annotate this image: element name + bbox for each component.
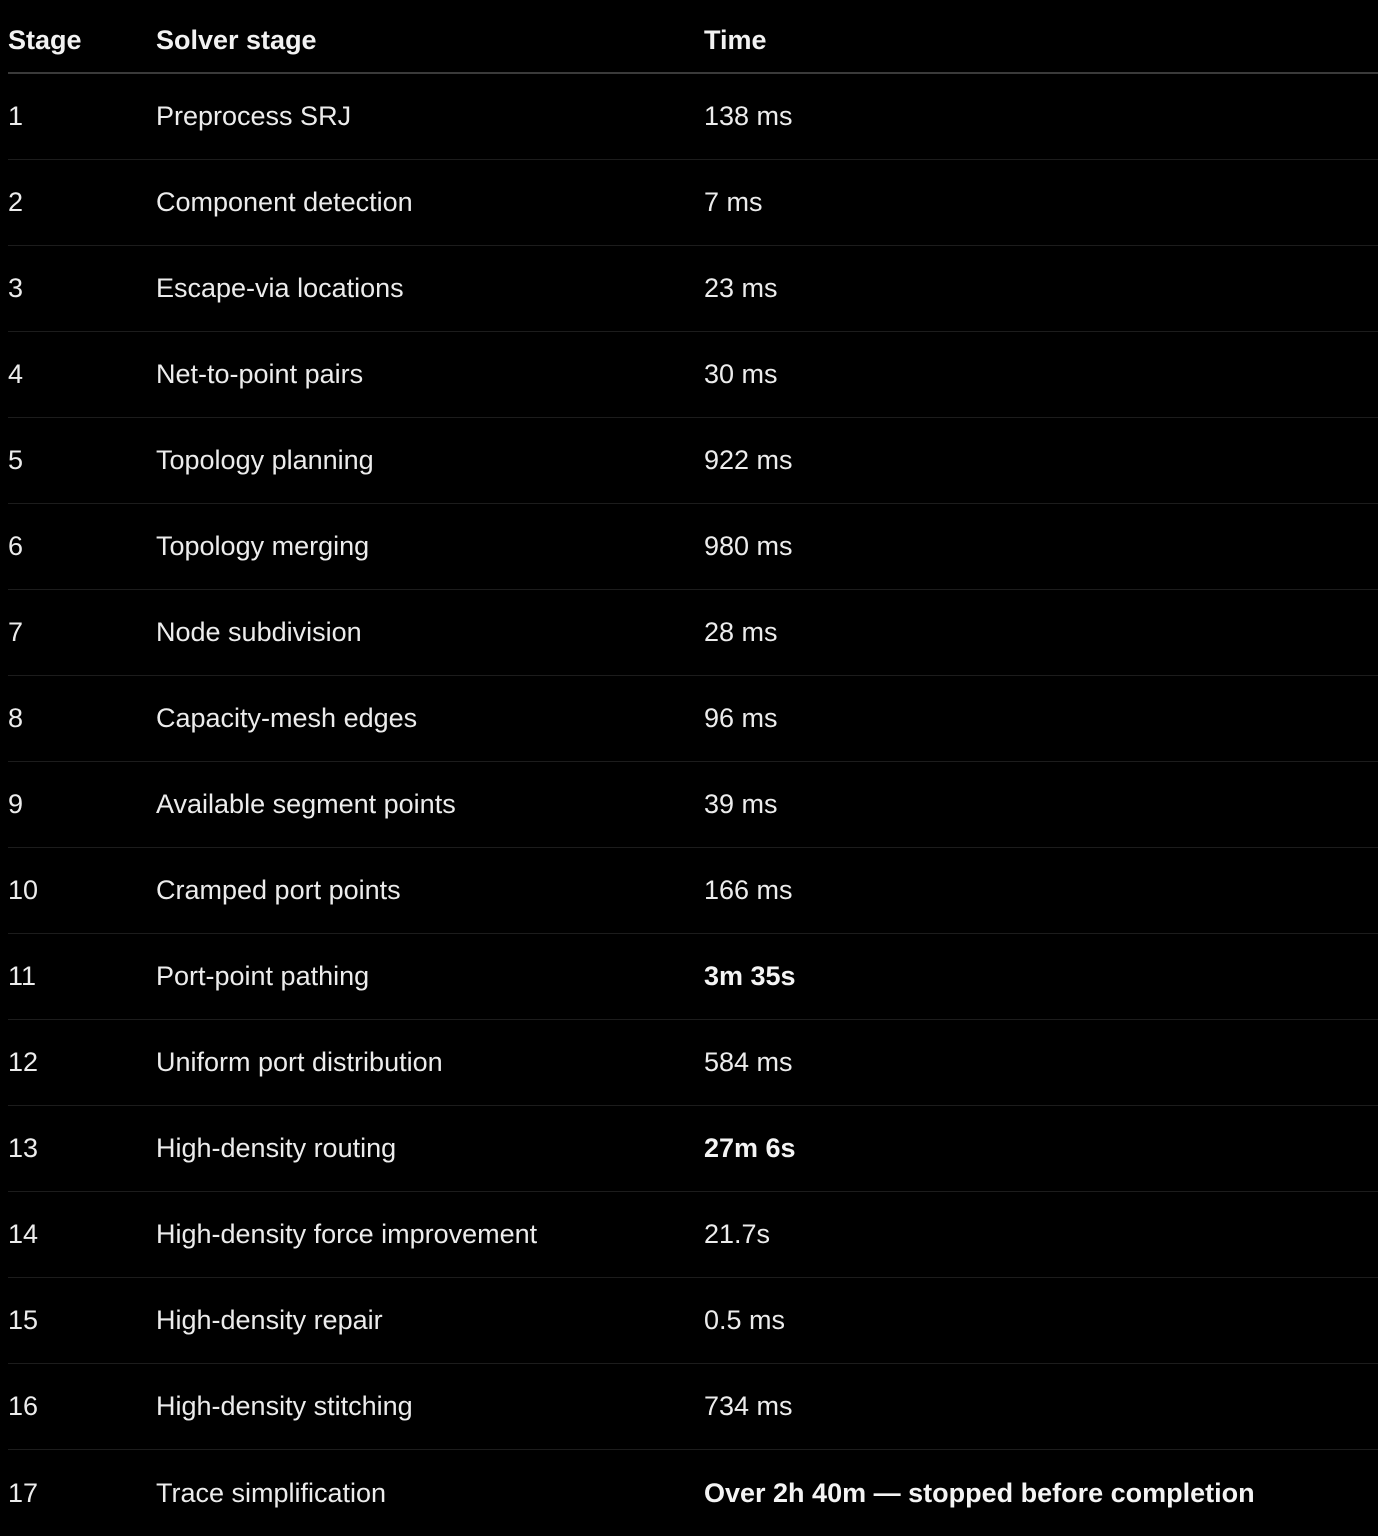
stage-number: 15 <box>8 1305 39 1335</box>
stage-number: 17 <box>8 1477 39 1508</box>
stage-number: 6 <box>8 531 24 561</box>
stage-time: Over 2h 40m — stopped before completion <box>704 1477 1255 1508</box>
table-row <box>8 1450 1378 1536</box>
solver-stage-table <box>8 0 1378 1536</box>
stage-number: 3 <box>8 273 24 303</box>
stage-name: Node subdivision <box>156 617 362 647</box>
stage-name: High-density repair <box>156 1305 383 1335</box>
stage-number: 11 <box>8 961 37 991</box>
table-row <box>8 74 1378 160</box>
stage-name: Escape-via locations <box>156 273 404 303</box>
table-row <box>8 848 1378 934</box>
stage-name: Preprocess SRJ <box>156 101 352 131</box>
table-row <box>8 332 1378 418</box>
stage-name: Uniform port distribution <box>156 1047 443 1077</box>
table-row <box>8 418 1378 504</box>
table-row <box>8 762 1378 848</box>
header-stage: Stage <box>8 25 82 55</box>
stage-time: 30 ms <box>704 359 778 389</box>
stage-time: 166 ms <box>704 875 793 905</box>
stage-time: 584 ms <box>704 1047 793 1077</box>
stage-number: 10 <box>8 875 39 905</box>
stage-number: 14 <box>8 1219 39 1249</box>
stage-number: 9 <box>8 789 24 819</box>
table-row <box>8 590 1378 676</box>
stage-name: Topology merging <box>156 531 370 561</box>
stage-time: 734 ms <box>704 1391 793 1421</box>
stage-time: 7 ms <box>704 187 763 217</box>
table-row <box>8 1106 1378 1192</box>
stage-time: 39 ms <box>704 789 778 819</box>
stage-time: 23 ms <box>704 273 778 303</box>
stage-time: 28 ms <box>704 617 778 647</box>
stage-name: High-density stitching <box>156 1391 413 1421</box>
stage-name: High-density routing <box>156 1133 397 1163</box>
stage-number: 4 <box>8 359 24 389</box>
stage-name: Port-point pathing <box>156 961 370 991</box>
stage-time: 21.7s <box>704 1219 771 1249</box>
stage-number: 12 <box>8 1047 39 1077</box>
stage-number: 13 <box>8 1133 39 1163</box>
stage-number: 5 <box>8 445 24 475</box>
stage-name: Component detection <box>156 187 413 217</box>
stage-number: 7 <box>8 617 24 647</box>
table-row <box>8 246 1378 332</box>
table-row <box>8 1192 1378 1278</box>
header-time: Time <box>704 25 767 55</box>
stage-name: Available segment points <box>156 789 456 819</box>
table-row <box>8 504 1378 590</box>
stage-time: 96 ms <box>704 703 778 733</box>
stage-time: 980 ms <box>704 531 793 561</box>
stage-name: High-density force improvement <box>156 1219 538 1249</box>
stage-time: 27m 6s <box>704 1133 796 1163</box>
stage-time: 0.5 ms <box>704 1305 786 1335</box>
stage-time: 138 ms <box>704 101 793 131</box>
stage-number: 8 <box>8 703 24 733</box>
table-header-row <box>8 0 1378 74</box>
stage-time: 922 ms <box>704 445 793 475</box>
table-body <box>8 74 1378 1536</box>
stage-name: Cramped port points <box>156 875 401 905</box>
stage-name: Topology planning <box>156 445 374 475</box>
table-row <box>8 1278 1378 1364</box>
stage-name: Trace simplification <box>156 1477 387 1508</box>
stage-name: Capacity-mesh edges <box>156 703 418 733</box>
header-solver-stage: Solver stage <box>156 25 317 55</box>
table-row <box>8 1020 1378 1106</box>
stage-number: 2 <box>8 187 24 217</box>
stage-number: 16 <box>8 1391 39 1421</box>
table-row <box>8 934 1378 1020</box>
table-row <box>8 1364 1378 1450</box>
stage-name: Net-to-point pairs <box>156 359 364 389</box>
table-row <box>8 160 1378 246</box>
stage-number: 1 <box>8 101 24 131</box>
stage-time: 3m 35s <box>704 961 796 991</box>
table-row <box>8 676 1378 762</box>
